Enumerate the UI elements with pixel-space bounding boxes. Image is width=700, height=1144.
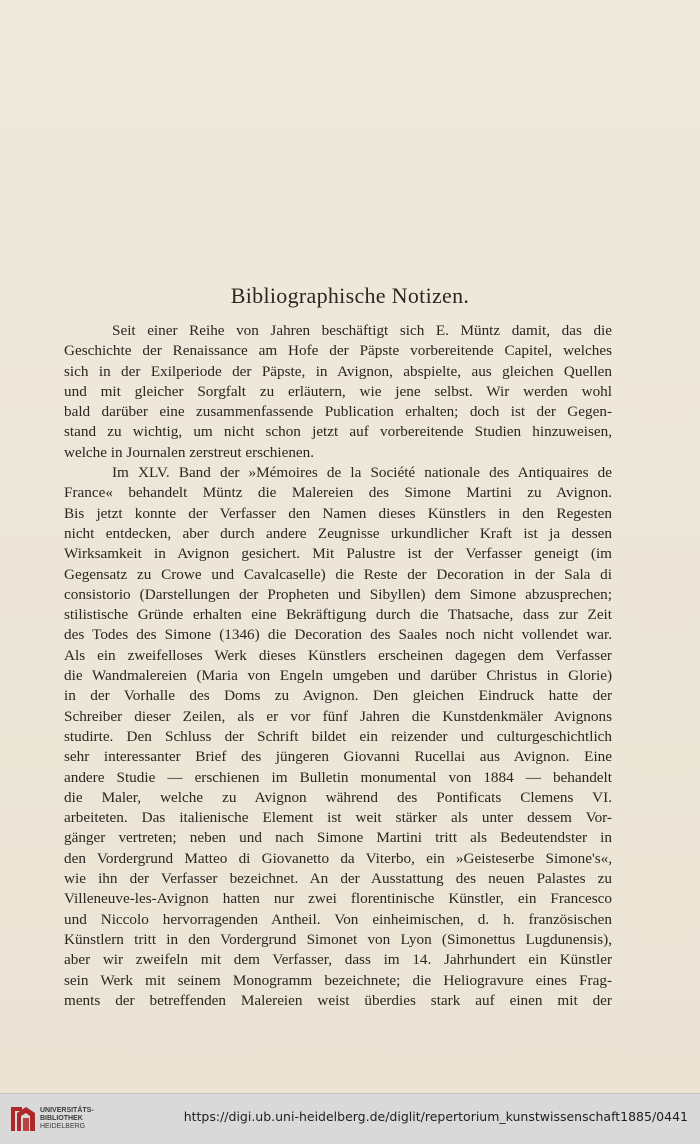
text-line: sich in der Exilperiode der Päpste, in Avignon, abspielte, aus gleichen Quellen [64,362,612,380]
permalink-url[interactable]: https://digi.ub.uni-heidelberg.de/diglit/repertorium_kunstwissenschaft1885/0441 [183,1109,688,1124]
body-text [64,321,612,1011]
text-line: aber wir zweifeln mit dem Verfasser, dass im 14. Jahrhundert ein Künstler [64,951,612,969]
text-line: gänger vertreten; neben und nach Simone Martini tritt als Bedeutendster in [64,829,612,847]
text-line: Bis jetzt konnte der Verfasser den Namen dieses Künstlers in den Regesten [64,504,612,522]
text-line: die Wandmalereien (Maria von Engeln umgeben und darüber Christus in Glorie) [64,667,612,685]
text-line: Im XLV. Band der »Mémoires de la Société nationale des Antiquaires de [112,464,612,482]
text-line: in der Vorhalle des Doms zu Avignon. Den gleichen Eindruck hatte der [64,687,612,705]
text-line: Als ein zweifelloses Werk dieses Künstlers erscheinen dagegen dem Verfasser [64,646,612,664]
text-line: arbeiteten. Das italienische Element ist weit stärker als unter dessem Vor- [64,809,612,827]
text-line: bald darüber eine zusammenfassende Publication erhalten; doch ist der Gegen- [64,403,612,421]
text-line: Schreiber dieser Zeilen, als er vor fünf Jahren die Kunstdenkmäler Avignons [64,707,612,725]
text-line: studirte. Den Schluss der Schrift bildet ein reizender und culturgeschichtlich [64,727,612,745]
text-line: den Vordergrund Matteo di Giovanetto da Viterbo, ein »Geisteserbe Simone's«, [64,849,612,867]
text-line: des Todes des Simone (1346) die Decoration des Saales noch nicht vollendet war. [64,626,612,644]
text-line: andere Studie — erschienen im Bulletin monumental von 1884 — behandelt [64,768,612,786]
text-line: sehr interessanter Brief des jüngeren Giovanni Rucellai aus Avignon. Eine [64,748,612,766]
page-heading: Bibliographische Notizen. [230,283,470,308]
text-line: stand zu wichtig, um nicht schon jetzt auf vorbereitende Studien hinzuweisen, [64,423,612,441]
text-line: Wirksamkeit in Avignon gesichert. Mit Palustre ist der Verfasser geneigt (im [64,545,612,563]
text-line: Villeneuve-les-Avignon hatten nur zwei florentinische Künstler, ein Francesco [64,890,612,908]
text-line: Gegensatz zu Crowe und Cavalcaselle) die Reste der Decoration in der Sala di [64,565,612,583]
text-line: Seit einer Reihe von Jahren beschäftigt sich E. Müntz damit, das die [112,322,612,339]
library-name [40,1107,94,1131]
university-library-logo-icon [8,1103,38,1135]
library-name-line: HEIDELBERG [40,1123,86,1130]
text-line: welche in Journalen zerstreut erschienen. [64,443,315,461]
text-line: Geschichte der Renaissance am Hofe der Päpste vorbereitende Capitel, welches [64,342,612,360]
text-line: consistorio (Darstellungen der Propheten und Sibyllen) dem Simone abzusprechen; [64,585,612,603]
text-line: und mit gleicher Sorgfalt zu erläutern, wie jene selbst. Wir werden wohl [64,382,612,400]
text-line: nicht entdecken, aber durch andere Zeugnisse urkundlicher Kraft ist ja dessen [64,524,612,542]
text-line: sein Werk mit seinem Monogramm bezeichnete; die Heliogravure eines Frag- [64,971,612,989]
library-name-line: BIBLIOTHEK [40,1115,83,1122]
text-line: wie ihn der Verfasser bezeichnet. An der Ausstattung des neuen Palastes zu [64,870,612,888]
text-line: Künstlern tritt in den Vordergrund Simonet von Lyon (Simonettus Lugdunensis), [64,930,612,948]
footer-bar [0,1093,700,1144]
text-line: die Maler, welche zu Avignon während des Pontificats Clemens VI. [64,788,612,806]
text-line: stilistische Gründe erhalten eine Bekräftigung durch die Thatsache, dass zur Zeit [64,606,612,624]
text-line: ments der betreffenden Malereien weist überdies stark auf einen mit der [64,991,612,1009]
text-line: France« behandelt Müntz die Malereien des Simone Martini zu Avignon. [64,484,612,502]
text-line: und Niccolo hervorragenden Antheil. Von einheimischen, d. h. französischen [64,910,612,928]
library-name-line: UNIVERSITÄTS- [40,1107,94,1114]
